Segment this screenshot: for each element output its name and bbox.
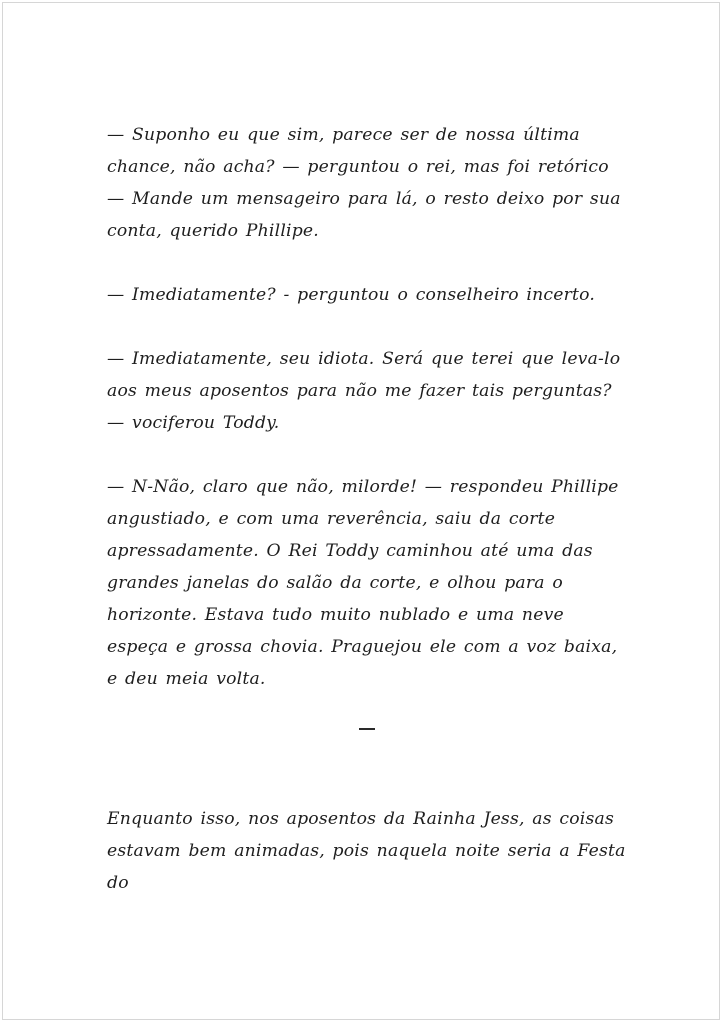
paragraph-king-reply: — Suponho eu que sim, parece ser de nossa última chance, não acha? — perguntou o rei, mas foi retórico — Mande um mensageiro para lá, o resto deixo por sua conta, querido Phillipe. <box>107 125 621 241</box>
paragraph-king-shout: — Imediatamente, seu idiota. Será que terei que leva-lo aos meus aposentos para não me fazer tais perguntas? — vociferou Toddy. <box>107 349 621 433</box>
separator-dash <box>359 728 375 730</box>
section-separator <box>107 715 627 747</box>
page-body <box>107 119 627 931</box>
document-page <box>2 2 720 1020</box>
paragraph-counselor-question: — Imediatamente? - perguntou o conselheiro incerto. <box>107 285 595 305</box>
paragraph-queen-chambers: Enquanto isso, nos aposentos da Rainha Jess, as coisas estavam bem animadas, pois naquela noite seria a Festa do <box>107 809 626 893</box>
paragraph-phillipe-leaves: — N-Não, claro que não, milorde! — respondeu Phillipe angustiado, e com uma reverência, saiu da corte apressadamente. O Rei Toddy caminhou até uma das grandes janelas do salão da corte, e olhou para o horizonte. Estava tudo muito nublado e uma neve espeça e grossa chovia. Praguejou ele com a voz baixa, e deu meia volta. <box>107 477 619 689</box>
